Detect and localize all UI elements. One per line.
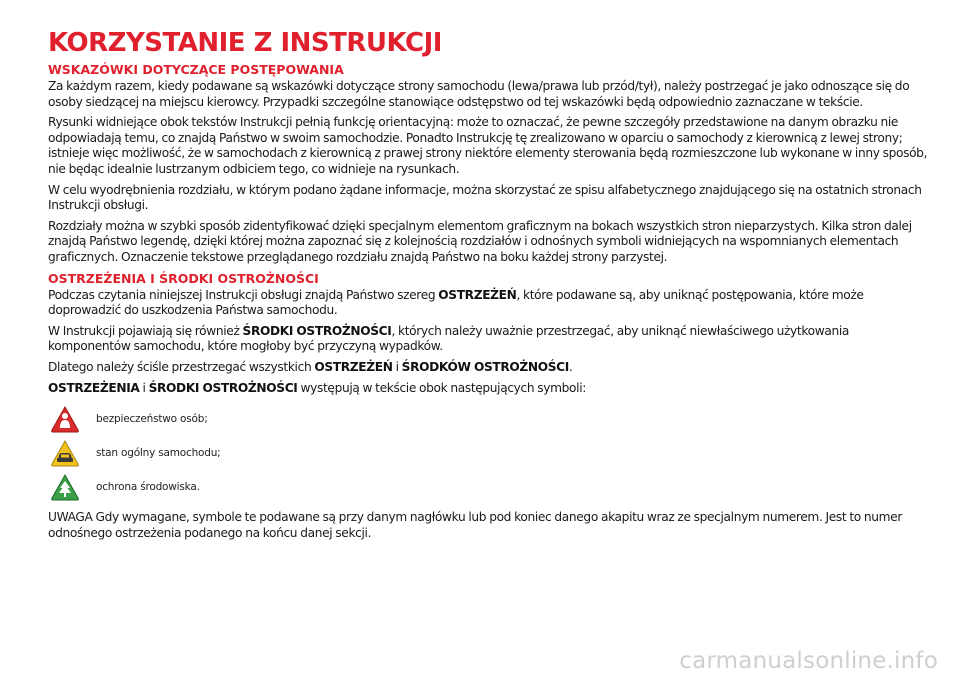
symbol-row-people xyxy=(48,402,928,436)
paragraph: Za każdym razem, kiedy podawane są wskazówki dotyczące strony samochodu (lewa/prawa lub przód/tył), należy postrzegać je jako odnoszące się do osoby siedzącej na miejscu kierowcy. Przypadki szczególne stanowiące odstępstwo od tej wskazówki będą odpowiednio zaznaczane w tekście. xyxy=(48,79,910,109)
bold-term: ŚRODKÓW OSTROŻNOŚCI xyxy=(401,359,569,374)
symbol-legend xyxy=(48,402,928,504)
text: , których należy uważnie przestrzegać, aby uniknąć niewłaściwego użytkowania komponentów samochodu, które mogłoby być przyczyną wypadków. xyxy=(48,323,849,354)
section-heading-warnings: OSTRZEŻENIA I ŚRODKI OSTROŻNOŚCI xyxy=(48,270,319,286)
text: Podczas czytania niniejszej Instrukcji obsługi znajdą Państwo szereg xyxy=(48,287,439,302)
text: W Instrukcji pojawiają się również xyxy=(48,323,243,338)
symbol-row-vehicle xyxy=(48,436,928,470)
text: i xyxy=(139,380,149,395)
bold-term: ŚRODKI OSTROŻNOŚCI xyxy=(242,323,392,338)
car-warning-icon xyxy=(48,438,82,468)
paragraph xyxy=(48,324,928,355)
tree-warning-icon xyxy=(48,472,82,502)
symbol-row-environment xyxy=(48,470,928,504)
note-paragraph: UWAGA Gdy wymagane, symbole te podawane są przy danym nagłówku lub pod koniec danego akapitu wraz ze specjalnym numerem. Jest to numer odnośnego ostrzeżenia podanego na końcu danej sekcji. xyxy=(48,510,902,540)
paragraph: W celu wyodrębnienia rozdziału, w którym podano żądane informacje, można skorzystać ze spisu alfabetycznego znajdującego się na ostatnich stronach Instrukcji obsługi. xyxy=(48,182,922,213)
text: i xyxy=(392,359,402,374)
symbol-label: bezpieczeństwo osób; xyxy=(96,413,208,426)
symbol-label: stan ogólny samochodu; xyxy=(96,447,221,460)
bold-term: ŚRODKI OSTROŻNOŚCI xyxy=(148,380,298,395)
person-warning-icon xyxy=(48,404,82,434)
section-heading-guidelines: WSKAZÓWKI DOTYCZĄCE POSTĘPOWANIA xyxy=(48,62,344,77)
paragraph xyxy=(48,381,928,397)
text: występują w tekście obok następujących symboli: xyxy=(297,380,586,395)
bold-term: OSTRZEŻEŃ xyxy=(438,287,517,302)
text: Dlatego należy ściśle przestrzegać wszystkich xyxy=(48,359,315,374)
paragraph: Rozdziały można w szybki sposób zidentyfikować dzięki specjalnym elementom graficznym na bokach wszystkich stron nieparzystych. Kilka stron dalej znajdą Państwo legendę, dzięki której można zapoznać się z kolejnością rozdziałów i odnośnych symboli widniejących na wspomnianych elementach graficznych. Oznaczenie tekstowe przeglądanego rozdziału znajdą Państwo na boku każdej strony parzystej. xyxy=(48,218,912,264)
paragraph xyxy=(48,360,928,376)
page-title: KORZYSTANIE Z INSTRUKCJI xyxy=(48,28,442,58)
symbol-label: ochrona środowiska. xyxy=(96,481,200,494)
paragraph xyxy=(48,288,928,319)
bold-term: OSTRZEŻENIA xyxy=(48,380,140,395)
text: . xyxy=(568,359,573,374)
page-content xyxy=(48,28,928,546)
watermark: carmanualsonline.info xyxy=(679,648,938,674)
text: , które podawane są, aby uniknąć postępowania, które może doprowadzić do uszkodzenia Państwa samochodu. xyxy=(48,287,864,318)
paragraph: Rysunki widniejące obok tekstów Instrukcji pełnią funkcję orientacyjną: może to oznaczać, że pewne szczegóły przedstawione na danym obrazku nie odpowiadają temu, co znajdą Państwo w swoim samochodzie. Ponadto Instrukcję tę zrealizowano w oparciu o samochody z kierownicą z lewej strony; istnieje więc możliwość, że w samochodach z kierownicą z prawej strony niektóre elementy sterowania będą rozmieszczone lub wykonane w inny sposób, nie będąc idealnie lustrzanym odbiciem tego, co widnieje na rysunkach. xyxy=(48,115,928,176)
bold-term: OSTRZEŻEŃ xyxy=(314,359,393,374)
